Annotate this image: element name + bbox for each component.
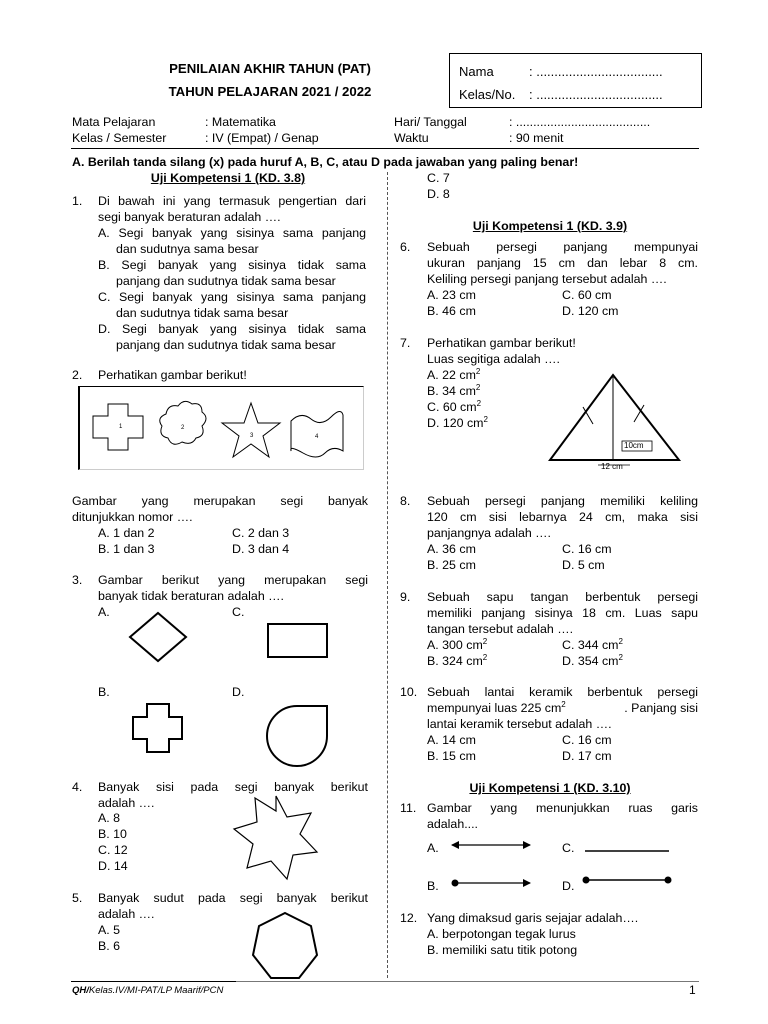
section-kd38: Uji Kompetensi 1 (KD. 3.8) — [150, 171, 306, 185]
q7-option-d[interactable]: D. 120 $cm^2$ — [427, 414, 488, 430]
exam-year: TAHUN PELAJARAN 2021 / 2022 — [168, 84, 372, 99]
q3-number: 3. — [72, 573, 83, 587]
q2-number: 2. — [72, 368, 83, 382]
footer-code: QH/Kelas.IV/MI-PAT/LP Maarif/PCN — [72, 985, 224, 996]
q8-text-2: 120 cm sisi lebarnya 24 cm, maka sisi — [427, 510, 698, 524]
q8-number: 8. — [400, 494, 411, 508]
q11-option-c[interactable]: C. — [562, 841, 575, 855]
q8-option-c[interactable]: C. 16 cm — [562, 542, 612, 556]
section-kd39: Uji Kompetensi 1 (KD. 3.9) — [472, 219, 628, 233]
triangle-base-label: 12 cm — [601, 462, 623, 471]
q6-option-d[interactable]: D. 120 cm — [562, 304, 619, 318]
q5-text-2: adalah …. — [98, 907, 155, 921]
q7-text-1: Perhatikan gambar berikut! — [427, 336, 576, 350]
q4-option-d[interactable]: D. 14 — [98, 859, 128, 873]
q7-option-a[interactable]: A. 22 $cm^2$ — [427, 366, 481, 382]
time-value: : 90 menit — [509, 131, 564, 145]
page-number: 1 — [689, 983, 696, 997]
q9-text-3: tangan tersebut adalah …. — [427, 622, 574, 636]
q6-option-c[interactable]: C. 60 cm — [562, 288, 612, 302]
q11-number: 11. — [400, 801, 417, 815]
day-value[interactable]: : ....................................... — [509, 115, 651, 129]
q5-option-d[interactable]: D. 8 — [427, 187, 450, 201]
q5-option-a[interactable]: A. 5 — [98, 923, 121, 937]
subject-label: Mata Pelajaran — [72, 115, 156, 129]
q8-text-1: Sebuah persegi panjang memiliki keliling — [427, 494, 698, 508]
q3-text-1: Gambar berikut yang merupakan segi — [98, 573, 368, 587]
q4-number: 4. — [72, 780, 83, 794]
q7-text-2: Luas segitiga adalah …. — [427, 352, 560, 366]
q1-number: 1. — [72, 194, 83, 208]
q3-text-2: banyak tidak beraturan adalah …. — [98, 589, 284, 603]
q3-option-c[interactable]: C. — [232, 605, 245, 619]
q9-option-b[interactable]: B. 324 $cm^2$ — [427, 652, 488, 668]
q1-option-a-cont: dan sudutnya sama besar — [116, 242, 259, 256]
footer-rule-left — [71, 981, 236, 982]
day-label: Hari/ Tanggal — [394, 115, 467, 129]
footer-rule — [236, 981, 699, 982]
q1-text-2: segi banyak beraturan adalah …. — [98, 210, 281, 224]
segment-endpoint-right — [665, 877, 672, 884]
q6-text-3: Keliling persegi panjang tersebut adalah …. — [427, 272, 667, 286]
arrowhead-right — [523, 841, 531, 849]
q12-option-b[interactable]: B. memiliki satu titik potong — [427, 943, 578, 957]
q9-option-c[interactable]: C. 344 $cm^2$ — [562, 636, 623, 652]
q3-option-d[interactable]: D. — [232, 685, 245, 699]
q6-text-2: ukuran panjang 15 cm dan lebar 8 cm. — [427, 256, 698, 270]
q2-option-c[interactable]: C. 2 dan 3 — [232, 526, 290, 540]
q10-option-b[interactable]: B. 15 cm — [427, 749, 476, 763]
class-label: Kelas/No. — [459, 87, 516, 102]
shape-label-1: 1 — [119, 424, 123, 430]
q6-option-b[interactable]: B. 46 cm — [427, 304, 476, 318]
q2-after-2: ditunjukkan nomor …. — [72, 510, 193, 524]
q1-option-a[interactable]: A. Segi banyak yang sisinya sama panjang — [98, 226, 366, 240]
q6-text-1: Sebuah persegi panjang mempunyai — [427, 240, 698, 254]
q4-option-b[interactable]: B. 10 — [98, 827, 127, 841]
q1-option-d-cont: panjang dan sudutnya tidak sama besar — [116, 338, 336, 352]
q4-text-2: adalah …. — [98, 796, 155, 810]
q2-option-a[interactable]: A. 1 dan 2 — [98, 526, 155, 540]
q11-option-a[interactable]: A. — [427, 841, 439, 855]
q12-number: 12. — [400, 911, 418, 925]
q3-option-a[interactable]: A. — [98, 605, 110, 619]
q4-text-1: Banyak sisi pada segi banyak berikut — [98, 780, 368, 794]
q9-option-d[interactable]: D. 354 $cm^2$ — [562, 652, 623, 668]
q1-option-b-cont: panjang dan sudutnya tidak sama besar — [116, 274, 336, 288]
q4-option-c[interactable]: C. 12 — [98, 843, 128, 857]
q9-option-a[interactable]: A. 300 $cm^2$ — [427, 636, 488, 652]
q10-option-c[interactable]: C. 16 cm — [562, 733, 612, 747]
shape-label-4: 4 — [315, 434, 319, 440]
q2-option-d[interactable]: D. 3 dan 4 — [232, 542, 290, 556]
time-label: Waktu — [394, 131, 429, 145]
section-kd310: Uji Kompetensi 1 (KD. 3.10) — [469, 781, 631, 795]
q5-number: 5. — [72, 891, 83, 905]
ray-endpoint — [452, 880, 459, 887]
q5-text-1: Banyak sudut pada segi banyak berikut — [98, 891, 368, 905]
q3-option-b[interactable]: B. — [98, 685, 110, 699]
q12-text-1: Yang dimaksud garis sejajar adalah…. — [427, 911, 639, 925]
q11-option-b[interactable]: B. — [427, 879, 439, 893]
q1-option-c-cont: dan sudutnya tidak sama besar — [116, 306, 289, 320]
q9-text-1: Sebuah sapu tangan berbentuk persegi — [427, 590, 698, 604]
q2-after-1: Gambar yang merupakan segi banyak — [72, 494, 368, 508]
shape-label-2: 2 — [181, 425, 185, 431]
q9-number: 9. — [400, 590, 411, 604]
q6-number: 6. — [400, 240, 411, 254]
q6-option-a[interactable]: A. 23 cm — [427, 288, 476, 302]
q8-option-b[interactable]: B. 25 cm — [427, 558, 476, 572]
ray-arrowhead — [523, 879, 531, 887]
q11-text-2: adalah.... — [427, 817, 478, 831]
q9-text-2: memiliki panjang sisinya 18 cm. Luas sapu — [427, 606, 698, 620]
name-label: Nama — [459, 64, 494, 79]
q11-text-1: Gambar yang menunjukkan ruas garis — [427, 801, 698, 815]
q2-text: Perhatikan gambar berikut! — [98, 368, 247, 382]
q10-text-2: mempunyai luas 225 $cm^2$ . Panjang sisi — [427, 699, 698, 715]
q12-option-a[interactable]: A. berpotongan tegak lurus — [427, 927, 576, 941]
q7-number: 7. — [400, 336, 411, 350]
q1-option-b[interactable]: B. Segi banyak yang sisinya tidak sama — [98, 258, 366, 272]
grade-label: Kelas / Semester — [72, 131, 167, 145]
arrowhead-left — [451, 841, 459, 849]
q1-option-d[interactable]: D. Segi banyak yang sisinya tidak sama — [98, 322, 366, 336]
q10-text-3: lantai keramik tersebut adalah …. — [427, 717, 612, 731]
name-field[interactable]: : ................................... — [529, 64, 663, 79]
subject-value: : Matematika — [205, 115, 276, 129]
q7-option-b[interactable]: B. 34 $cm^2$ — [427, 382, 481, 398]
q8-option-d[interactable]: D. 5 cm — [562, 558, 605, 572]
q10-number: 10. — [400, 685, 418, 699]
q1-text-1: Di bawah ini yang termasuk pengertian dari — [98, 194, 366, 208]
grade-value: : IV (Empat) / Genap — [205, 131, 319, 145]
q5-option-c[interactable]: C. 7 — [427, 171, 450, 185]
q5-option-b[interactable]: B. 6 — [98, 939, 121, 953]
q10-option-d[interactable]: D. 17 cm — [562, 749, 612, 763]
triangle-height-label: 10cm — [624, 441, 644, 450]
q4-option-a[interactable]: A. 8 — [98, 811, 121, 825]
exam-title: PENILAIAN AKHIR TAHUN (PAT) — [169, 61, 371, 76]
q2-option-b[interactable]: B. 1 dan 3 — [98, 542, 155, 556]
q8-text-3: panjangnya adalah …. — [427, 526, 552, 540]
q8-option-a[interactable]: A. 36 cm — [427, 542, 476, 556]
q11-option-d[interactable]: D. — [562, 879, 575, 893]
q10-text-1: Sebuah lantai keramik berbentuk persegi — [427, 685, 698, 699]
instruction: A. Berilah tanda silang (x) pada huruf A, B, C, atau D pada jawaban yang paling benar! — [72, 155, 579, 169]
class-field[interactable]: : ................................... — [529, 87, 663, 102]
shape-label-3: 3 — [250, 433, 254, 439]
q1-option-c[interactable]: C. Segi banyak yang sisinya sama panjang — [98, 290, 366, 304]
segment-endpoint-left — [583, 877, 590, 884]
q10-option-a[interactable]: A. 14 cm — [427, 733, 476, 747]
q7-option-c[interactable]: C. 60 $cm^2$ — [427, 398, 482, 414]
